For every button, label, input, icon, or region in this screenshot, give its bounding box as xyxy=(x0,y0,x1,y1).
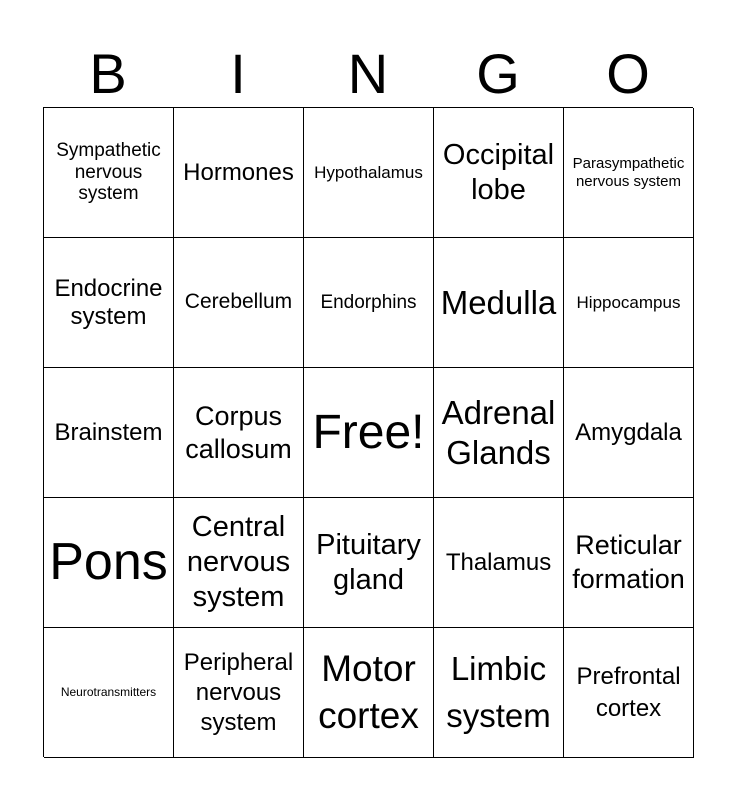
header-letter-o: O xyxy=(606,42,650,105)
free-space[interactable]: Free! xyxy=(304,368,434,498)
bingo-cell[interactable]: Thalamus xyxy=(434,498,564,628)
bingo-cell[interactable]: Peripheral nervous system xyxy=(174,628,304,758)
bingo-cell[interactable]: Corpus callosum xyxy=(174,368,304,498)
header-letter-g: G xyxy=(476,42,520,105)
bingo-cell[interactable]: Hypothalamus xyxy=(304,108,434,238)
bingo-cell[interactable]: Endorphins xyxy=(304,238,434,368)
bingo-cell[interactable]: Pons xyxy=(44,498,174,628)
bingo-cell[interactable]: Brainstem xyxy=(44,368,174,498)
bingo-cell[interactable]: Central nervous system xyxy=(174,498,304,628)
header-letter-n: N xyxy=(347,42,389,105)
bingo-cell[interactable]: Reticular formation xyxy=(564,498,694,628)
bingo-cell[interactable]: Cerebellum xyxy=(174,238,304,368)
bingo-cell[interactable]: Occipital lobe xyxy=(434,108,564,238)
bingo-cell[interactable]: Medulla xyxy=(434,238,564,368)
bingo-cell[interactable]: Motor cortex xyxy=(304,628,434,758)
bingo-header xyxy=(43,40,693,108)
bingo-cell[interactable]: Sympathetic nervous system xyxy=(44,108,174,238)
bingo-cell[interactable]: Limbic system xyxy=(434,628,564,758)
bingo-cell[interactable]: Prefrontal cortex xyxy=(564,628,694,758)
bingo-board xyxy=(43,107,693,757)
bingo-cell[interactable]: Endocrine system xyxy=(44,238,174,368)
bingo-cell[interactable]: Neurotransmitters xyxy=(44,628,174,758)
bingo-cell[interactable]: Hippocampus xyxy=(564,238,694,368)
bingo-cell[interactable]: Hormones xyxy=(174,108,304,238)
header-letter-b: B xyxy=(89,42,127,105)
bingo-cell[interactable]: Adrenal Glands xyxy=(434,368,564,498)
header-letter-i: I xyxy=(230,42,246,105)
bingo-cell[interactable]: Pituitary gland xyxy=(304,498,434,628)
bingo-cell[interactable]: Amygdala xyxy=(564,368,694,498)
bingo-cell[interactable]: Parasympathetic nervous system xyxy=(564,108,694,238)
